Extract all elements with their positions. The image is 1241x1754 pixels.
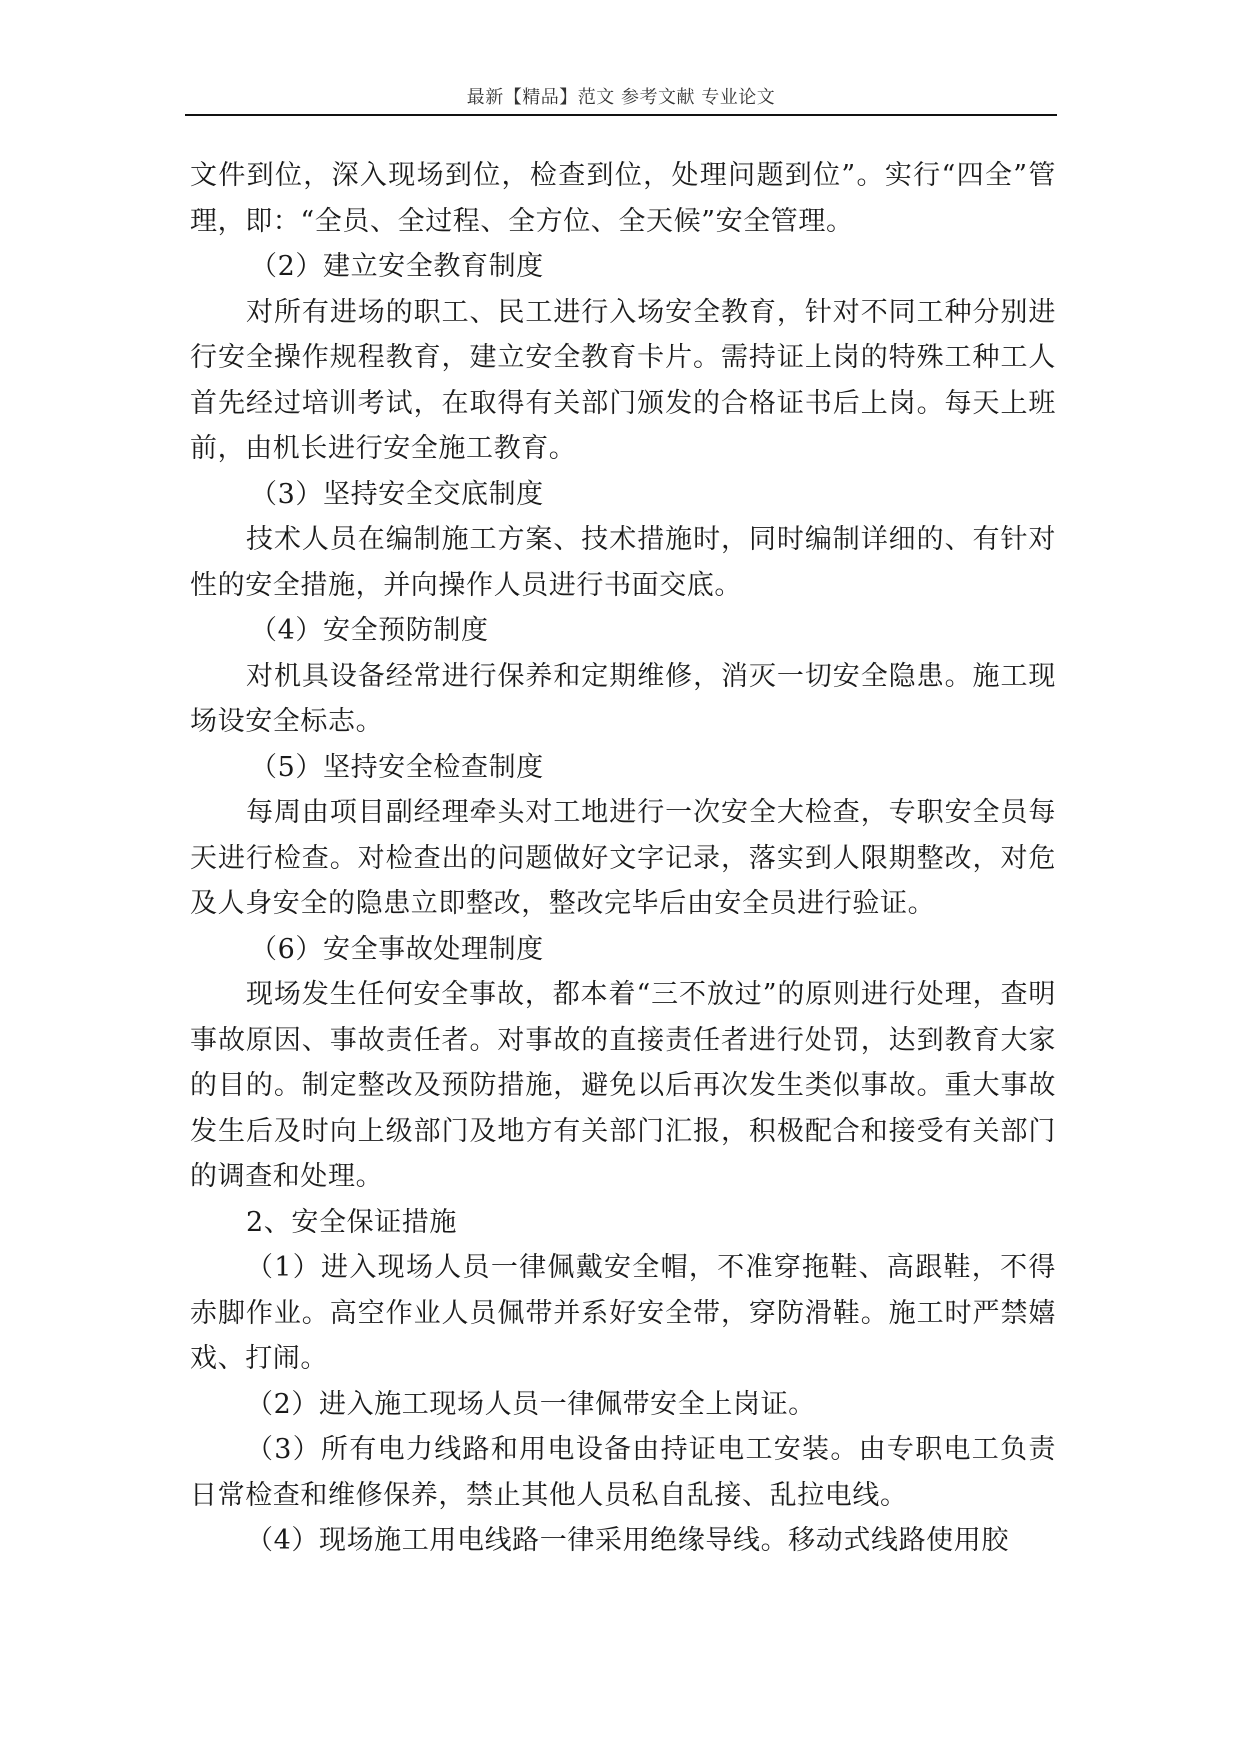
- paragraph-measure-1: （1）进入现场人员一律佩戴安全帽，不准穿拖鞋、高跟鞋，不得赤脚作业。高空作业人员佩带并系好安全带，穿防滑鞋。施工时严禁嬉戏、打闹。: [190, 1252, 1056, 1374]
- section-title-measures: 2、安全保证措施: [246, 1206, 457, 1238]
- header-rule: [185, 114, 1057, 116]
- paragraph-prevention: 对机具设备经常进行保养和定期维修，消灭一切安全隐患。施工现场设安全标志。: [190, 660, 1056, 737]
- paragraph-education: 对所有进场的职工、民工进行入场安全教育，针对不同工种分别进行安全操作规程教育，建立安全教育卡片。需持证上岗的特殊工种工人首先经过培训考试，在取得有关部门颁发的合格证书后上岗。每天上班前，由机长进行安全施工教育。: [190, 296, 1056, 464]
- section-heading-briefing: （3）坚持安全交底制度: [250, 478, 544, 510]
- section-heading-inspection: （5）坚持安全检查制度: [250, 751, 544, 783]
- paragraph-measure-3: （3）所有电力线路和用电设备由持证电工安装。由专职电工负责日常检查和维修保养，禁止其他人员私自乱接、乱拉电线。: [190, 1434, 1056, 1511]
- paragraph-accident: 现场发生任何安全事故，都本着“三不放过”的原则进行处理，查明事故原因、事故责任者。对事故的直接责任者进行处罚，达到教育大家的目的。制定整改及预防措施，避免以后再次发生类似事故。重大事故发生后及时向上级部门及地方有关部门汇报，积极配合和接受有关部门的调查和处理。: [190, 979, 1056, 1192]
- paragraph-briefing: 技术人员在编制施工方案、技术措施时，同时编制详细的、有针对性的安全措施，并向操作人员进行书面交底。: [190, 524, 1056, 601]
- section-heading-education: （2）建立安全教育制度: [250, 251, 544, 282]
- paragraph-continuation: 文件到位，深入现场到位，检查到位，处理问题到位”。实行“四全”管理，即：“全员、全过程、全方位、全天候”安全管理。: [190, 160, 1056, 237]
- page-header: 最新【精品】范文 参考文献 专业论文: [466, 87, 776, 108]
- paragraph-measure-4: （4）现场施工用电线路一律采用绝缘导线。移动式线路使用胶: [246, 1525, 1009, 1556]
- section-heading-accident: （6）安全事故处理制度: [250, 933, 544, 965]
- paragraph-measure-2: （2）进入施工现场人员一律佩带安全上岗证。: [246, 1388, 816, 1420]
- section-heading-prevention: （4）安全预防制度: [250, 615, 489, 646]
- document-body: [190, 153, 1056, 1564]
- paragraph-inspection: 每周由项目副经理牵头对工地进行一次安全大检查，专职安全员每天进行检查。对检查出的问题做好文字记录，落实到人限期整改，对危及人身安全的隐患立即整改，整改完毕后由安全员进行验证。: [190, 797, 1056, 919]
